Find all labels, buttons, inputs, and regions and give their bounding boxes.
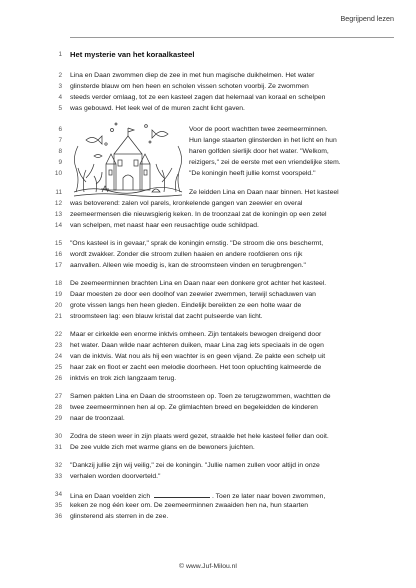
line-text: glinsterde blauw om hen heen en scholen vissen schoten voorbij. Ze zwommen [70, 83, 309, 90]
line-number: 6 [58, 126, 62, 133]
line-12 [0, 199, 416, 209]
line-number: 8 [58, 148, 62, 155]
line-6 [0, 125, 416, 135]
line-number: 2 [58, 72, 62, 79]
line-16 [0, 250, 416, 260]
line-number: 9 [58, 159, 62, 166]
line-number: 34 [54, 491, 62, 498]
line-number: 35 [54, 502, 62, 509]
line-text: was gebouwd. Het leek wel of de muren zacht licht gaven. [70, 105, 245, 112]
line-text: reizigers," zei de eerste met een vriendelijke stem. [189, 159, 341, 166]
line-text: keken ze nog één keer om. De zeemeerminnen zwaaiden hen na, hun staarten [70, 502, 309, 509]
line-text: van de inktvis. Wat nou als hij een wachter is en geen vijand. Ze pakte een schelp uit [70, 353, 326, 360]
line-21 [0, 312, 416, 322]
line-text: inktvis en trok zich langzaam terug. [70, 375, 177, 382]
line-text: "Ons kasteel is in gevaar," sprak de koningin ernstig. "De stroom die ons beschermt, [70, 240, 324, 247]
line-text: van schelpen, met naast haar een reusachtige oude schildpad. [70, 222, 259, 229]
line-text: Daar moesten ze door een doolhof van zeewier zwemmen, terwijl schaduwen van [70, 291, 316, 298]
line-text: Lina en Daan zwommen diep de zee in met hun magische duikhelmen. Het water [70, 72, 315, 79]
line-number: 10 [54, 170, 62, 177]
line-10 [0, 169, 416, 179]
line-36 [0, 512, 416, 522]
line-14 [0, 221, 416, 231]
line-text: haar zak en floot er zacht een melodie doorheen. Het toon opluchting kalmeerde de [70, 364, 322, 371]
line-18 [0, 279, 416, 289]
line-number: 18 [54, 280, 62, 287]
line-text: haren golfden sierlijk door het water. "Welkom, [189, 148, 329, 155]
line-26 [0, 374, 416, 384]
line-32 [0, 461, 416, 471]
line-9 [0, 158, 416, 168]
line-20 [0, 301, 416, 311]
line-number: 20 [54, 302, 62, 309]
line-30 [0, 432, 416, 442]
line-text: "De koningin heeft jullie komst voorspeld." [189, 170, 316, 177]
line-text: het water. Daan wilde naar achteren duiken, maar Lina zag iets speciaals in de ogen [70, 342, 324, 349]
line-number: 15 [54, 240, 62, 247]
line-text: Samen pakten Lina en Daan de stroomsteen op. Toen ze terugzwommen, wachtten de [70, 393, 331, 400]
line-text: aanvallen. Alleen wie moedig is, kan de stroomsteen vinden en terugbrengen." [70, 262, 306, 269]
subject-label: Begrijpend lezen [340, 14, 394, 23]
line-number: 11 [55, 189, 62, 196]
line-11 [0, 188, 416, 198]
line-text: Hun lange staarten glinsterden in het licht en hun [189, 137, 337, 144]
line-text-after: . Toen ze later naar boven zwommen, [212, 493, 326, 500]
line-4 [0, 93, 416, 103]
line-27 [0, 392, 416, 402]
header-divider [70, 37, 394, 38]
line-2 [0, 71, 416, 81]
line-text: stroomsteen lag: een blauw kristal dat zacht pulseerde van licht. [70, 313, 263, 320]
line-number: 16 [54, 251, 62, 258]
line-text: "Dankzij jullie zijn wij veilig," zei de koningin. "Jullie namen zullen voor altijd in onze [70, 462, 320, 469]
fill-in-blank[interactable] [154, 490, 210, 498]
line-number: 21 [54, 313, 62, 320]
line-text: naar de troonzaal. [70, 415, 125, 422]
line-number: 32 [54, 462, 62, 469]
line-13 [0, 210, 416, 220]
line-3 [0, 82, 416, 92]
line-7 [0, 136, 416, 146]
line-34 [0, 490, 416, 500]
line-22 [0, 330, 416, 340]
line-text: Maar er cirkelde een enorme inktvis omheen. Zijn tentakels bewogen dreigend door [70, 331, 322, 338]
line-28 [0, 403, 416, 413]
line-number: 25 [54, 364, 62, 371]
line-text: grote vissen langs hen heen gleden. Eindelijk bereikten ze een holte waar de [70, 302, 302, 309]
line-5 [0, 104, 416, 114]
line-text: Ze leidden Lina en Daan naar binnen. Het kasteel [189, 189, 339, 196]
line-text: was betoverend: zalen vol parels, kronkelende gangen van zeewier en overal [70, 200, 303, 207]
line-19 [0, 290, 416, 300]
line-33 [0, 472, 416, 482]
footer-copyright: © www.Juf-Milou.nl [179, 563, 237, 570]
line-text: verhalen worden doorverteld." [70, 473, 161, 480]
line-text: wordt zwakker. Zonder die stroom zullen haaien en andere roofdieren ons rijk [70, 251, 303, 258]
line-number: 14 [54, 222, 62, 229]
line-number: 4 [58, 94, 62, 101]
line-17 [0, 261, 416, 271]
line-35 [0, 501, 416, 511]
line-number: 3 [58, 83, 62, 90]
line-number: 27 [54, 393, 62, 400]
line-31 [0, 443, 416, 453]
line-text: steeds verder omlaag, tot ze een kasteel zagen dat helemaal van koraal en schelpen [70, 94, 326, 101]
line-1 [0, 50, 416, 60]
line-number: 33 [54, 473, 62, 480]
line-text: De zee vulde zich met warme glans en de bewoners juichten. [70, 444, 255, 451]
line-number: 12 [54, 200, 62, 207]
line-number: 30 [54, 433, 62, 440]
line-number: 36 [54, 513, 62, 520]
line-number: 13 [54, 211, 62, 218]
line-29 [0, 414, 416, 424]
line-text: glinsterend als sterren in de zee. [70, 513, 169, 520]
line-24 [0, 352, 416, 362]
line-23 [0, 341, 416, 351]
line-number: 1 [58, 51, 62, 58]
line-number: 23 [54, 342, 62, 349]
line-number: 22 [54, 331, 62, 338]
story-title: Het mysterie van het koraalkasteel [70, 50, 195, 59]
line-text: zeemeermensen die nieuwsgierig keken. In de troonzaal zat de koningin op een zetel [70, 211, 327, 218]
line-text-before: Lina en Daan voelden zich [70, 493, 151, 500]
line-text: twee zeemeerminnen hen al op. Ze glimlachten breed en begeleidden de kinderen [70, 404, 318, 411]
line-number: 17 [54, 262, 62, 269]
line-number: 19 [54, 291, 62, 298]
line-15 [0, 239, 416, 249]
line-number: 28 [54, 404, 62, 411]
line-25 [0, 363, 416, 373]
line-text: Zodra de steen weer in zijn plaats werd gezet, straalde het hele kasteel feller dan ooit. [70, 433, 329, 440]
line-text: Voor de poort wachtten twee zeemeerminnen. [189, 126, 328, 133]
line-number: 26 [54, 375, 62, 382]
line-number: 29 [54, 415, 62, 422]
line-8 [0, 147, 416, 157]
line-number: 5 [58, 105, 62, 112]
line-number: 31 [54, 444, 62, 451]
line-number: 7 [58, 137, 62, 144]
line-text: De zeemeerminnen brachten Lina en Daan naar een donkere grot achter het kasteel. [70, 280, 327, 287]
line-number: 24 [54, 353, 62, 360]
